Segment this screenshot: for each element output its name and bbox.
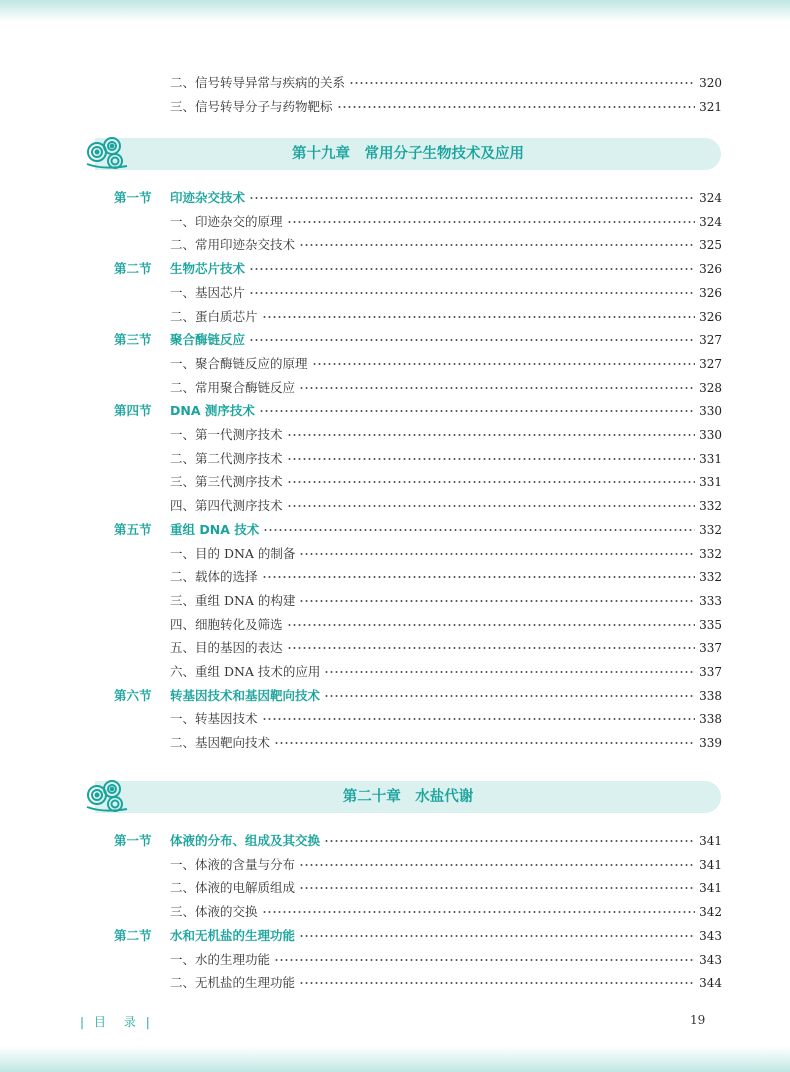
footer-label-text: 目 录 — [93, 1015, 139, 1029]
toc-section-entry[interactable] — [114, 832, 722, 850]
toc-entry[interactable] — [170, 568, 722, 586]
toc-entry[interactable] — [170, 450, 722, 468]
section-number: 第五节 — [114, 521, 152, 537]
footer-divider: | — [80, 1015, 88, 1029]
entry-page: 324 — [699, 214, 722, 229]
leader-dots — [249, 264, 695, 274]
entry-page: 337 — [699, 665, 722, 679]
section-title: 水和无机盐的生理功能 — [170, 927, 296, 943]
toc-entry[interactable] — [170, 308, 722, 326]
toc-entry[interactable] — [170, 592, 722, 610]
entry-page: 339 — [699, 736, 722, 751]
leader-dots — [249, 193, 695, 203]
entry-title: 一、第一代测序技术 — [170, 427, 283, 442]
section-number: 第二节 — [114, 261, 152, 277]
entry-page: 341 — [699, 834, 722, 848]
entry-page: 331 — [699, 475, 722, 490]
leader-dots — [287, 501, 696, 511]
entry-title: 二、常用印迹杂交技术 — [170, 237, 296, 253]
entry-page: 332 — [699, 499, 722, 514]
entry-page: 338 — [699, 712, 722, 727]
leader-dots — [299, 596, 695, 606]
footer-section-label — [80, 1013, 153, 1030]
leader-dots — [299, 383, 695, 393]
section-title: 生物芯片技术 — [170, 261, 246, 277]
toc-entry[interactable] — [170, 856, 722, 874]
leader-dots — [299, 860, 695, 870]
leader-dots — [262, 907, 696, 917]
toc-entry[interactable] — [170, 355, 722, 373]
chapter-heading[interactable] — [95, 138, 721, 170]
entry-title: 二、信号转导异常与疾病的关系 — [170, 75, 346, 90]
entry-title: 一、目的 DNA 的制备 — [170, 545, 296, 561]
toc-entry[interactable] — [170, 98, 722, 116]
toc-entry[interactable] — [170, 663, 722, 681]
toc-entry[interactable] — [170, 426, 722, 444]
leader-dots — [299, 883, 695, 893]
entry-page: 332 — [699, 546, 722, 561]
page-number: 19 — [690, 1013, 706, 1027]
entry-title: 二、无机盐的生理功能 — [170, 975, 296, 991]
entry-page: 327 — [699, 356, 722, 371]
leader-dots — [299, 240, 695, 250]
entry-title: 四、细胞转化及筛选 — [170, 616, 283, 632]
entry-page: 341 — [699, 881, 722, 896]
entry-title: 二、基因靶向技术 — [170, 735, 271, 751]
leader-dots — [262, 572, 696, 582]
leader-dots — [324, 691, 695, 701]
toc-entry[interactable] — [170, 213, 722, 231]
leader-dots — [287, 643, 696, 653]
entry-title: 二、载体的选择 — [170, 569, 258, 585]
entry-title: 三、重组 DNA 的构建 — [170, 592, 296, 608]
leader-dots — [287, 454, 696, 464]
entry-page: 321 — [699, 100, 722, 114]
leader-dots — [312, 359, 696, 369]
toc-entry[interactable] — [170, 545, 722, 563]
entry-page: 333 — [699, 593, 722, 608]
leader-dots — [287, 217, 696, 227]
section-title: 体液的分布、组成及其交换 — [170, 833, 321, 848]
leader-dots — [262, 714, 696, 724]
toc-entry[interactable] — [170, 879, 722, 897]
section-number: 第六节 — [114, 687, 152, 703]
leader-dots — [262, 312, 696, 322]
section-number: 第二节 — [114, 927, 152, 943]
leader-dots — [259, 406, 695, 416]
toc-section-entry[interactable] — [114, 927, 722, 945]
entry-page: 331 — [699, 451, 722, 466]
leader-dots — [324, 667, 695, 677]
toc-section-entry[interactable] — [114, 189, 722, 207]
entry-title: 一、水的生理功能 — [170, 951, 271, 967]
top-decor-band — [0, 0, 790, 22]
entry-title: 二、蛋白质芯片 — [170, 308, 258, 324]
entry-page: 326 — [699, 309, 722, 324]
toc-entry[interactable] — [170, 473, 722, 491]
leader-dots — [274, 955, 695, 965]
leader-dots — [324, 836, 695, 846]
entry-page: 326 — [699, 285, 722, 300]
entry-page: 327 — [699, 333, 722, 348]
toc-entry[interactable] — [170, 284, 722, 302]
toc-entry[interactable] — [170, 497, 722, 515]
section-number: 第四节 — [114, 403, 152, 419]
entry-title: 二、常用聚合酶链反应 — [170, 379, 296, 395]
section-number: 第一节 — [114, 833, 152, 848]
toc-section-entry[interactable] — [114, 687, 722, 705]
entry-page: 335 — [699, 617, 722, 632]
entry-page: 328 — [699, 380, 722, 395]
entry-page: 332 — [699, 570, 722, 585]
toc-section-entry[interactable] — [114, 521, 722, 539]
toc-entry[interactable] — [170, 639, 722, 657]
toc-entry[interactable] — [170, 74, 722, 92]
section-title: 重组 DNA 技术 — [170, 521, 260, 537]
entry-page: 344 — [699, 976, 722, 991]
section-title: 印迹杂交技术 — [170, 190, 246, 205]
leader-dots — [249, 335, 695, 345]
leader-dots — [263, 525, 695, 535]
toc-entry[interactable] — [170, 974, 722, 992]
toc-section-entry[interactable] — [114, 402, 722, 420]
entry-title: 四、第四代测序技术 — [170, 498, 283, 514]
entry-page: 337 — [699, 641, 722, 656]
entry-page: 343 — [699, 928, 722, 943]
entry-page: 330 — [699, 404, 722, 419]
entry-title: 二、体液的电解质组成 — [170, 880, 296, 896]
chapter-heading[interactable] — [95, 781, 721, 813]
section-title: 聚合酶链反应 — [170, 332, 246, 348]
leader-dots — [287, 477, 696, 487]
entry-page: 324 — [699, 191, 722, 205]
toc-entry[interactable] — [170, 951, 722, 969]
entry-title: 三、第三代测序技术 — [170, 474, 283, 490]
toc-section-entry[interactable] — [114, 331, 722, 349]
entry-title: 二、第二代测序技术 — [170, 450, 283, 466]
entry-page: 320 — [699, 76, 722, 90]
entry-title: 六、重组 DNA 技术的应用 — [170, 664, 321, 679]
entry-title: 三、体液的交换 — [170, 904, 258, 920]
toc-section-entry[interactable] — [114, 260, 722, 278]
entry-title: 五、目的基因的表达 — [170, 640, 283, 656]
entry-page: 338 — [699, 688, 722, 703]
section-title: DNA 测序技术 — [170, 403, 255, 419]
toc-entry[interactable] — [170, 710, 722, 728]
leader-dots — [299, 549, 695, 559]
entry-title: 一、印迹杂交的原理 — [170, 213, 283, 229]
leader-dots — [299, 931, 695, 941]
footer-divider: | — [145, 1015, 153, 1029]
leader-dots — [349, 78, 695, 88]
entry-page: 342 — [699, 905, 722, 920]
leader-dots — [337, 102, 696, 112]
entry-title: 一、聚合酶链反应的原理 — [170, 355, 308, 371]
entry-title: 一、转基因技术 — [170, 711, 258, 727]
leader-dots — [299, 978, 695, 988]
entry-page: 332 — [699, 522, 722, 537]
entry-page: 326 — [699, 262, 722, 277]
leader-dots — [274, 738, 695, 748]
chapter-title: 第十九章 常用分子生物技术及应用 — [292, 146, 524, 162]
chapter-title: 第二十章 水盐代谢 — [342, 789, 474, 805]
entry-page: 325 — [699, 238, 722, 253]
leader-dots — [287, 430, 696, 440]
toc-entry[interactable] — [170, 734, 722, 752]
entry-page: 330 — [699, 428, 722, 442]
section-number: 第三节 — [114, 332, 152, 348]
entry-page: 341 — [699, 857, 722, 872]
toc-entry[interactable] — [170, 903, 722, 921]
section-title: 转基因技术和基因靶向技术 — [170, 687, 321, 703]
leader-dots — [249, 288, 695, 298]
entry-title: 一、体液的含量与分布 — [170, 856, 296, 872]
entry-title: 一、基因芯片 — [170, 284, 246, 300]
section-number: 第一节 — [114, 190, 152, 205]
toc-entry[interactable] — [170, 616, 722, 634]
entry-title: 三、信号转导分子与药物靶标 — [170, 99, 333, 114]
toc-entry[interactable] — [170, 236, 722, 254]
leader-dots — [287, 620, 696, 630]
bottom-decor-band — [0, 1046, 790, 1072]
toc-entry[interactable] — [170, 379, 722, 397]
entry-page: 343 — [699, 952, 722, 967]
